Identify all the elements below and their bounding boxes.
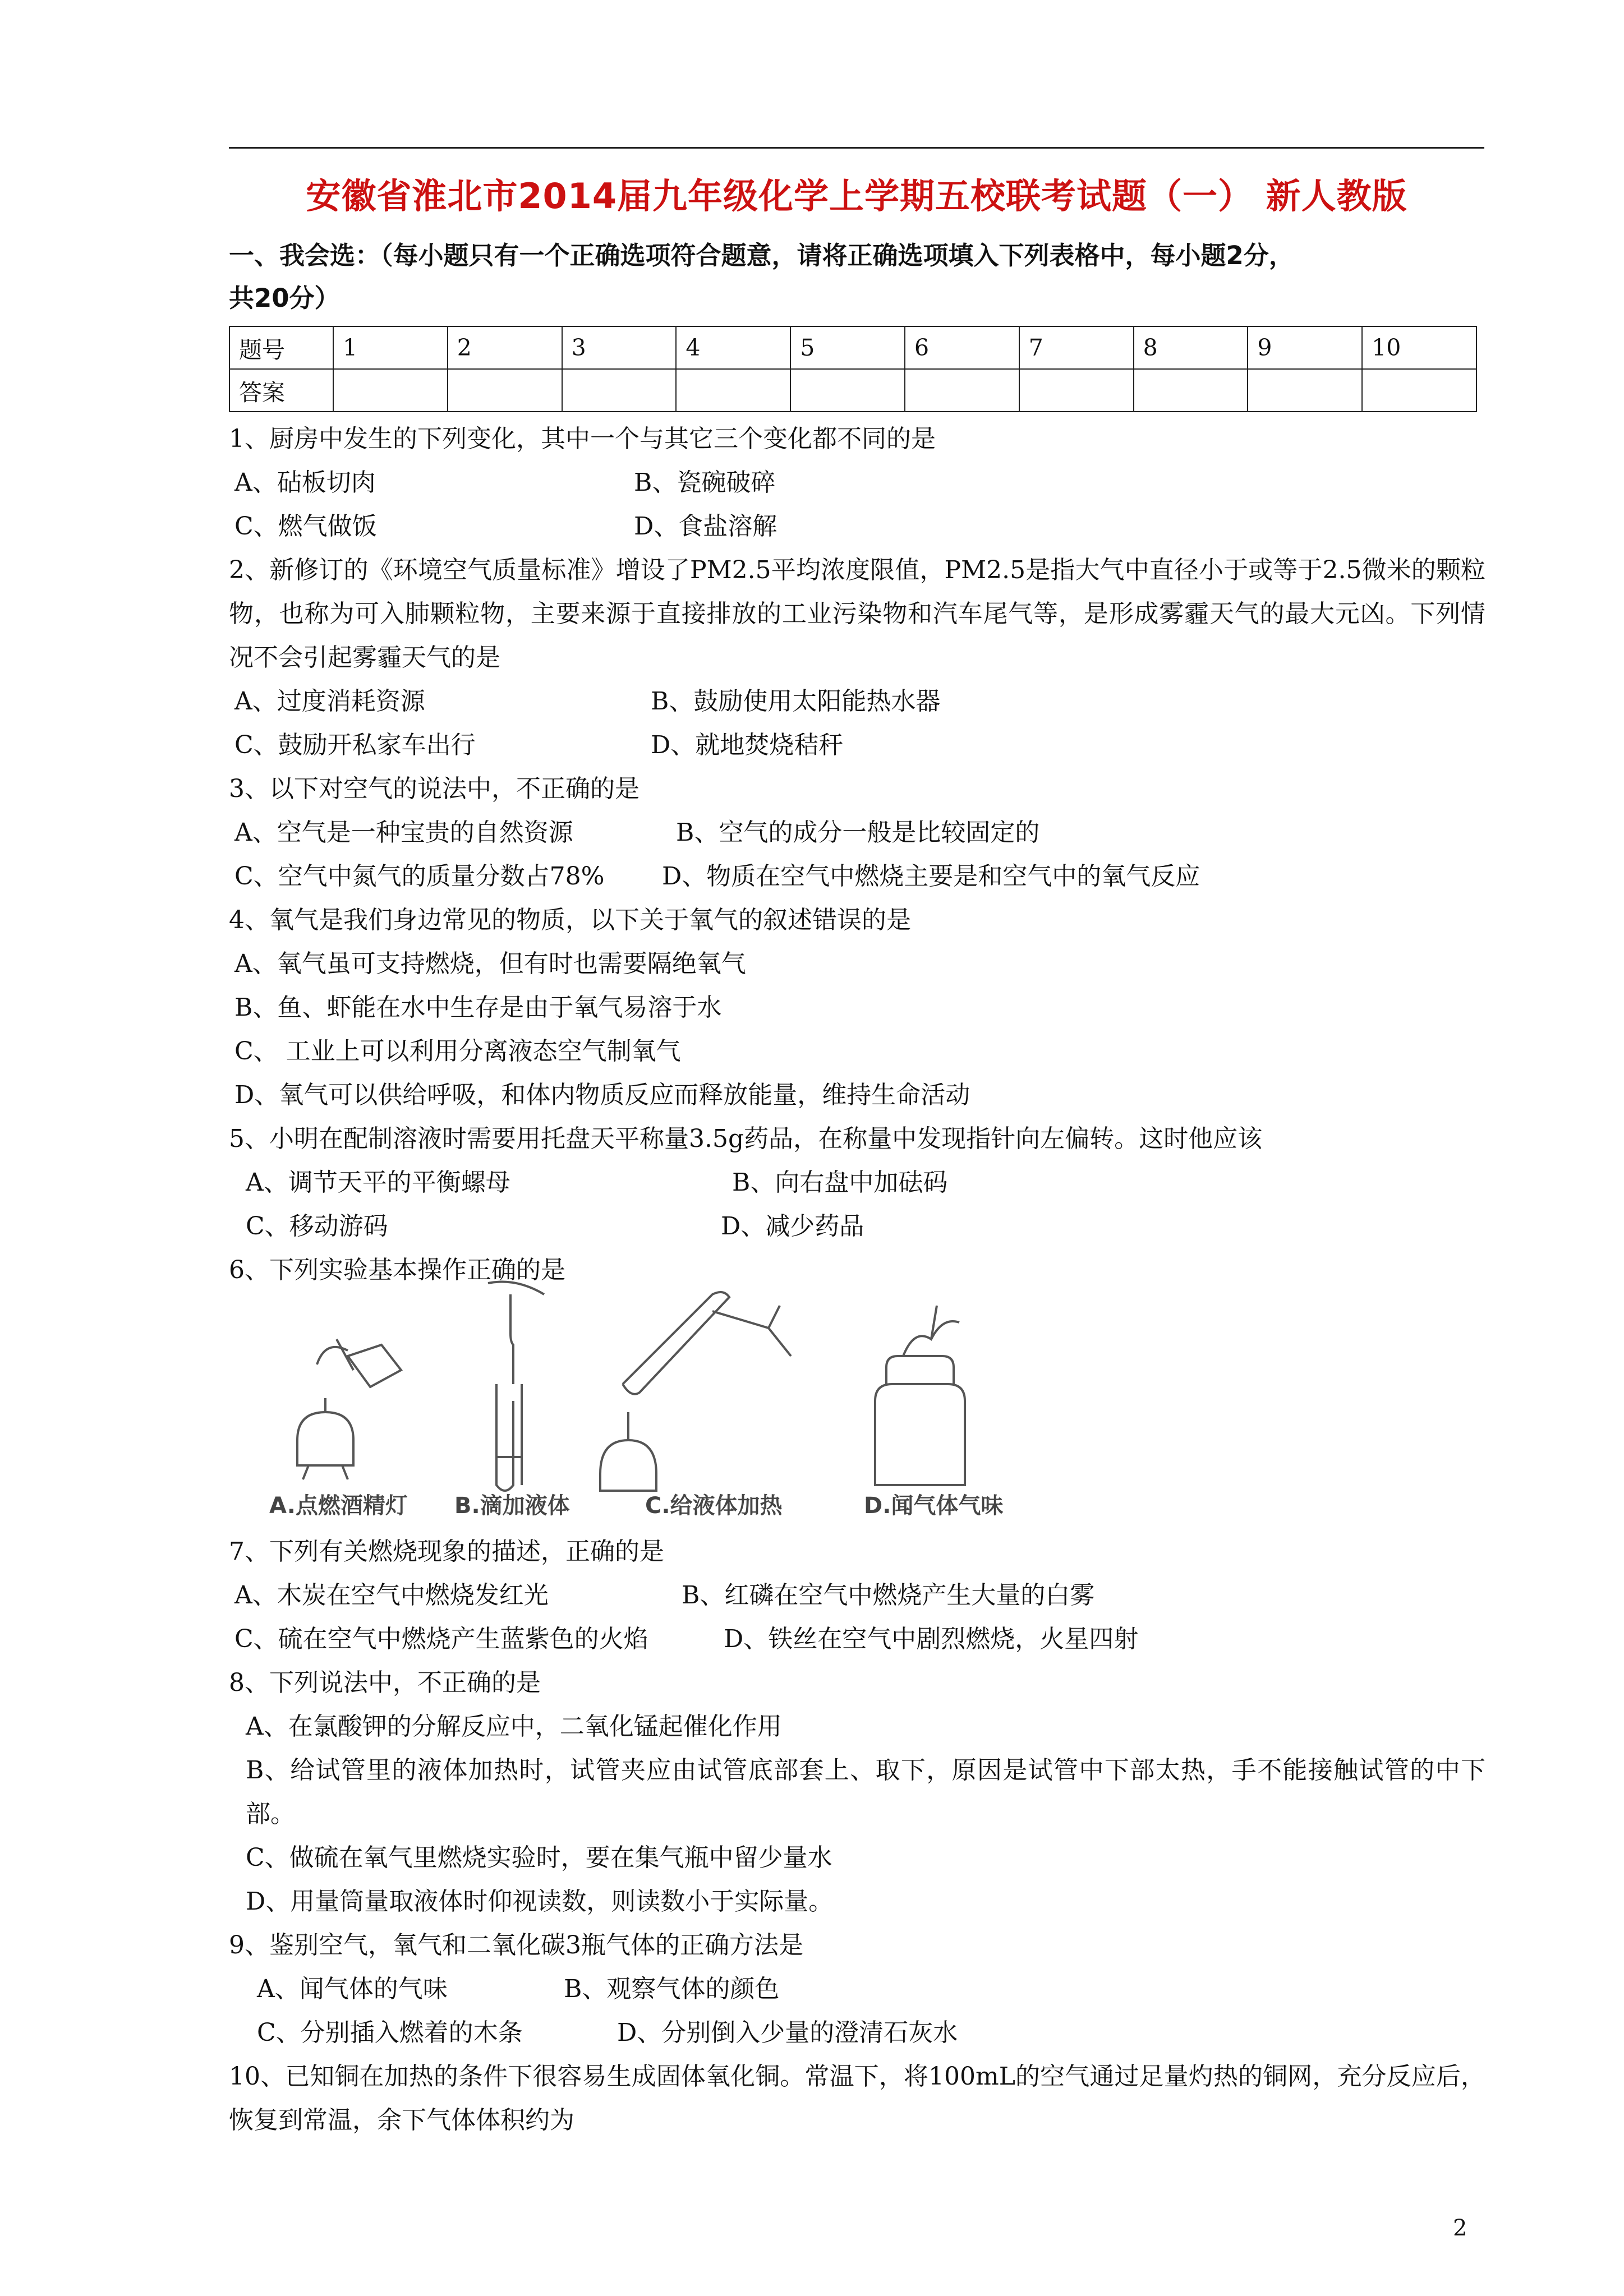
table-row-label: 答案 bbox=[229, 369, 333, 412]
lab-operations-figure bbox=[264, 1272, 1049, 1519]
question-4-option-a: A、氧气虽可支持燃烧，但有时也需要隔绝氧气 bbox=[234, 949, 746, 978]
question-9-option-b: B、观察气体的颜色 bbox=[564, 1975, 780, 2003]
answer-table-number-row bbox=[229, 326, 1476, 369]
question-7-option-c: C、硫在空气中燃烧产生蓝紫色的火焰 bbox=[234, 1625, 648, 1653]
question-4-option-b: B、鱼、虾能在水中生存是由于氧气易溶于水 bbox=[234, 993, 722, 1022]
question-1-option-a: A、砧板切肉 bbox=[234, 468, 376, 497]
question-2-option-b: B、鼓励使用太阳能热水器 bbox=[651, 687, 941, 716]
question-4-stem: 4、氧气是我们身边常见的物质，以下关于氧气的叙述错误的是 bbox=[229, 906, 911, 934]
answer-cell bbox=[676, 369, 790, 412]
question-1-option-b: B、瓷碗破碎 bbox=[634, 468, 776, 497]
question-8-option-a: A、在氯酸钾的分解反应中，二氧化锰起催化作用 bbox=[246, 1712, 782, 1741]
question-2-stem: 2、新修订的《环境空气质量标准》增设了PM2.5平均浓度限值，PM2.5是指大气中直径小于或等于2.5微米的颗粒物，也称为可入肺颗粒物，主要来源于直接排放的工业污染物和汽车尾气等，是形成雾霾天气的最大元凶。下列情况不会引起雾霾天气的是 bbox=[229, 556, 1485, 672]
question-3-option-b: B、空气的成分一般是比较固定的 bbox=[676, 818, 1040, 847]
alcohol-lamp-illustration bbox=[297, 1339, 401, 1479]
table-cell-number: 8 bbox=[1134, 326, 1248, 369]
question-6-stem: 6、下列实验基本操作正确的是 bbox=[229, 1256, 565, 1284]
figure-label-d: D.闻气体气味 bbox=[864, 1493, 1004, 1519]
answer-cell bbox=[1248, 369, 1362, 412]
answer-cell bbox=[1134, 369, 1248, 412]
table-cell-number: 2 bbox=[448, 326, 562, 369]
question-7-option-a: A、木炭在空气中燃烧发红光 bbox=[234, 1581, 549, 1610]
figure-label-b: B.滴加液体 bbox=[454, 1493, 570, 1519]
section-heading-line1: 一、我会选：（每小题只有一个正确选项符合题意，请将正确选项填入下列表格中，每小题2分， bbox=[229, 241, 1294, 270]
gas-bottle-illustration bbox=[875, 1306, 965, 1485]
answer-cell bbox=[333, 369, 448, 412]
question-3-option-a: A、空气是一种宝贵的自然资源 bbox=[234, 818, 573, 847]
page-number: 2 bbox=[1453, 2215, 1467, 2241]
table-cell-number: 5 bbox=[790, 326, 905, 369]
question-2-option-d: D、就地焚烧秸秆 bbox=[651, 731, 844, 759]
header-rule bbox=[229, 147, 1484, 149]
question-5-option-b: B、向右盘中加砝码 bbox=[732, 1168, 948, 1197]
question-2-option-a: A、过度消耗资源 bbox=[234, 687, 425, 716]
question-10-stem: 10、已知铜在加热的条件下很容易生成固体氧化铜。常温下，将100mL的空气通过足量灼热的铜网，充分反应后，恢复到常温，余下气体体积约为 bbox=[229, 2062, 1485, 2134]
section-heading bbox=[229, 234, 1485, 320]
table-cell-number: 10 bbox=[1362, 326, 1476, 369]
table-cell-number: 6 bbox=[905, 326, 1019, 369]
answer-cell bbox=[790, 369, 905, 412]
answer-cell bbox=[562, 369, 677, 412]
table-row-label: 题号 bbox=[229, 326, 333, 369]
dropper-illustration bbox=[488, 1282, 544, 1491]
table-cell-number: 1 bbox=[333, 326, 448, 369]
question-4-option-c: C、 工业上可以利用分离液态空气制氧气 bbox=[234, 1037, 681, 1066]
question-4-option-d: D、氧气可以供给呼吸，和体内物质反应而释放能量，维持生命活动 bbox=[234, 1081, 970, 1109]
question-5-stem: 5、小明在配制溶液时需要用托盘天平称量3.5g药品，在称量中发现指针向左偏转。这时他应该 bbox=[229, 1124, 1263, 1153]
question-1-option-c: C、燃气做饭 bbox=[234, 512, 377, 541]
question-7-stem: 7、下列有关燃烧现象的描述，正确的是 bbox=[229, 1537, 664, 1566]
page-title: 安徽省淮北市2014届九年级化学上学期五校联考试题（一） 新人教版 bbox=[306, 176, 1407, 216]
test-tube-heating-illustration bbox=[600, 1292, 791, 1491]
question-1-stem: 1、厨房中发生的下列变化，其中一个与其它三个变化都不同的是 bbox=[229, 425, 936, 453]
answer-cell bbox=[1362, 369, 1476, 412]
question-8-option-d: D、用量筒量取液体时仰视读数，则读数小于实际量。 bbox=[246, 1887, 834, 1916]
question-7-option-d: D、铁丝在空气中剧烈燃烧，火星四射 bbox=[724, 1625, 1139, 1653]
question-8-option-b: B、给试管里的液体加热时，试管夹应由试管底部套上、取下，原因是试管中下部太热，手不能接触试管的中下部。 bbox=[246, 1756, 1485, 1828]
question-1-option-d: D、食盐溶解 bbox=[634, 512, 778, 541]
table-cell-number: 3 bbox=[562, 326, 677, 369]
question-7-option-b: B、红磷在空气中燃烧产生大量的白雾 bbox=[682, 1581, 1095, 1610]
section-heading-line2: 共20分） bbox=[229, 283, 340, 313]
answer-cell bbox=[1019, 369, 1134, 412]
answer-cell bbox=[905, 369, 1019, 412]
figure-label-c: C.给液体加热 bbox=[645, 1493, 783, 1519]
table-cell-number: 4 bbox=[676, 326, 790, 369]
question-5-option-c: C、移动游码 bbox=[246, 1212, 388, 1241]
question-3-option-d: D、物质在空气中燃烧主要是和空气中的氧气反应 bbox=[662, 862, 1200, 891]
table-cell-number: 7 bbox=[1019, 326, 1134, 369]
question-5-option-d: D、减少药品 bbox=[721, 1212, 864, 1241]
question-8-option-c: C、做硫在氧气里燃烧实验时，要在集气瓶中留少量水 bbox=[246, 1843, 832, 1872]
question-5-option-a: A、调节天平的平衡螺母 bbox=[246, 1168, 510, 1197]
question-3-option-c: C、空气中氮气的质量分数占78% bbox=[234, 862, 605, 891]
question-9-option-d: D、分别倒入少量的澄清石灰水 bbox=[617, 2018, 958, 2047]
question-9-stem: 9、鉴别空气，氧气和二氧化碳3瓶气体的正确方法是 bbox=[229, 1931, 803, 1960]
question-3-stem: 3、以下对空气的说法中，不正确的是 bbox=[229, 774, 640, 803]
question-2-option-c: C、鼓励开私家车出行 bbox=[234, 731, 476, 759]
question-8-stem: 8、下列说法中，不正确的是 bbox=[229, 1668, 541, 1697]
question-9-option-a: A、闻气体的气味 bbox=[257, 1975, 448, 2003]
answer-table-answer-row bbox=[229, 369, 1476, 412]
answer-table bbox=[229, 326, 1477, 412]
question-9-option-c: C、分别插入燃着的木条 bbox=[257, 2018, 523, 2047]
table-cell-number: 9 bbox=[1248, 326, 1362, 369]
figure-label-a: A.点燃酒精灯 bbox=[269, 1493, 408, 1519]
answer-cell bbox=[448, 369, 562, 412]
